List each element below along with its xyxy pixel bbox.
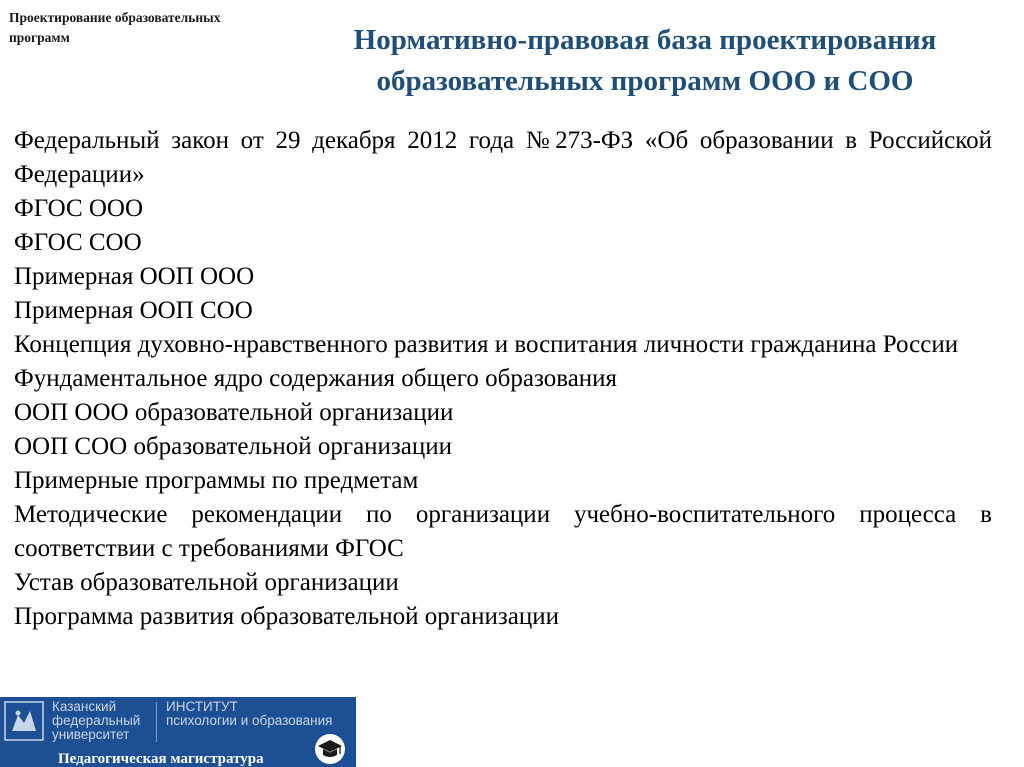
list-item: Примерные программы по предметам — [14, 467, 419, 494]
institute-name-line-1: ИНСТИТУТ — [166, 699, 238, 714]
list-item: Фундаментальное ядро содержания общего образования — [14, 365, 618, 392]
graduation-cap-icon — [314, 733, 346, 765]
footer-divider — [156, 702, 157, 742]
list-item: Примерная ООП СОО — [14, 297, 253, 324]
list-item: ООП СОО образовательной организации — [14, 433, 453, 460]
university-name-line-2: федеральный — [52, 713, 141, 728]
list-item: Примерная ООП ООО — [14, 263, 255, 290]
document-list — [14, 124, 992, 634]
slide-title — [280, 20, 1010, 102]
corner-label-line-1: Проектирование образовательных — [9, 10, 221, 25]
institute-name-line-2: психологии и образования — [166, 713, 333, 728]
list-item: Программа развития образовательной организации — [14, 603, 560, 630]
university-logo-icon — [4, 701, 44, 741]
program-label: Педагогическая магистратура — [58, 751, 264, 767]
list-item: Федеральный закон от 29 декабря 2012 года №273-ФЗ «Об образовании в Российской Федерации» — [14, 127, 992, 188]
institute-name — [166, 700, 332, 728]
list-item: Методические рекомендации по организации учебно-воспитательного процесса в соответствии с требованиями ФГОС — [14, 501, 992, 562]
corner-label-line-2: программ — [9, 30, 70, 45]
university-name — [52, 700, 140, 742]
footer-banner — [0, 697, 356, 767]
slide-title-line-1: Нормативно-правовая база проектирования — [353, 24, 937, 56]
university-name-line-1: Казанский — [52, 699, 117, 714]
university-name-line-3: университет — [52, 727, 130, 742]
list-item: ФГОС СОО — [14, 229, 142, 256]
list-item: Концепция духовно-нравственного развития и воспитания личности гражданина России — [14, 331, 959, 358]
slide-title-line-2: образовательных программ ООО и СОО — [376, 65, 914, 97]
list-item: ООП ООО образовательной организации — [14, 399, 454, 426]
list-item: Устав образовательной организации — [14, 569, 399, 596]
list-item: ФГОС ООО — [14, 195, 144, 222]
